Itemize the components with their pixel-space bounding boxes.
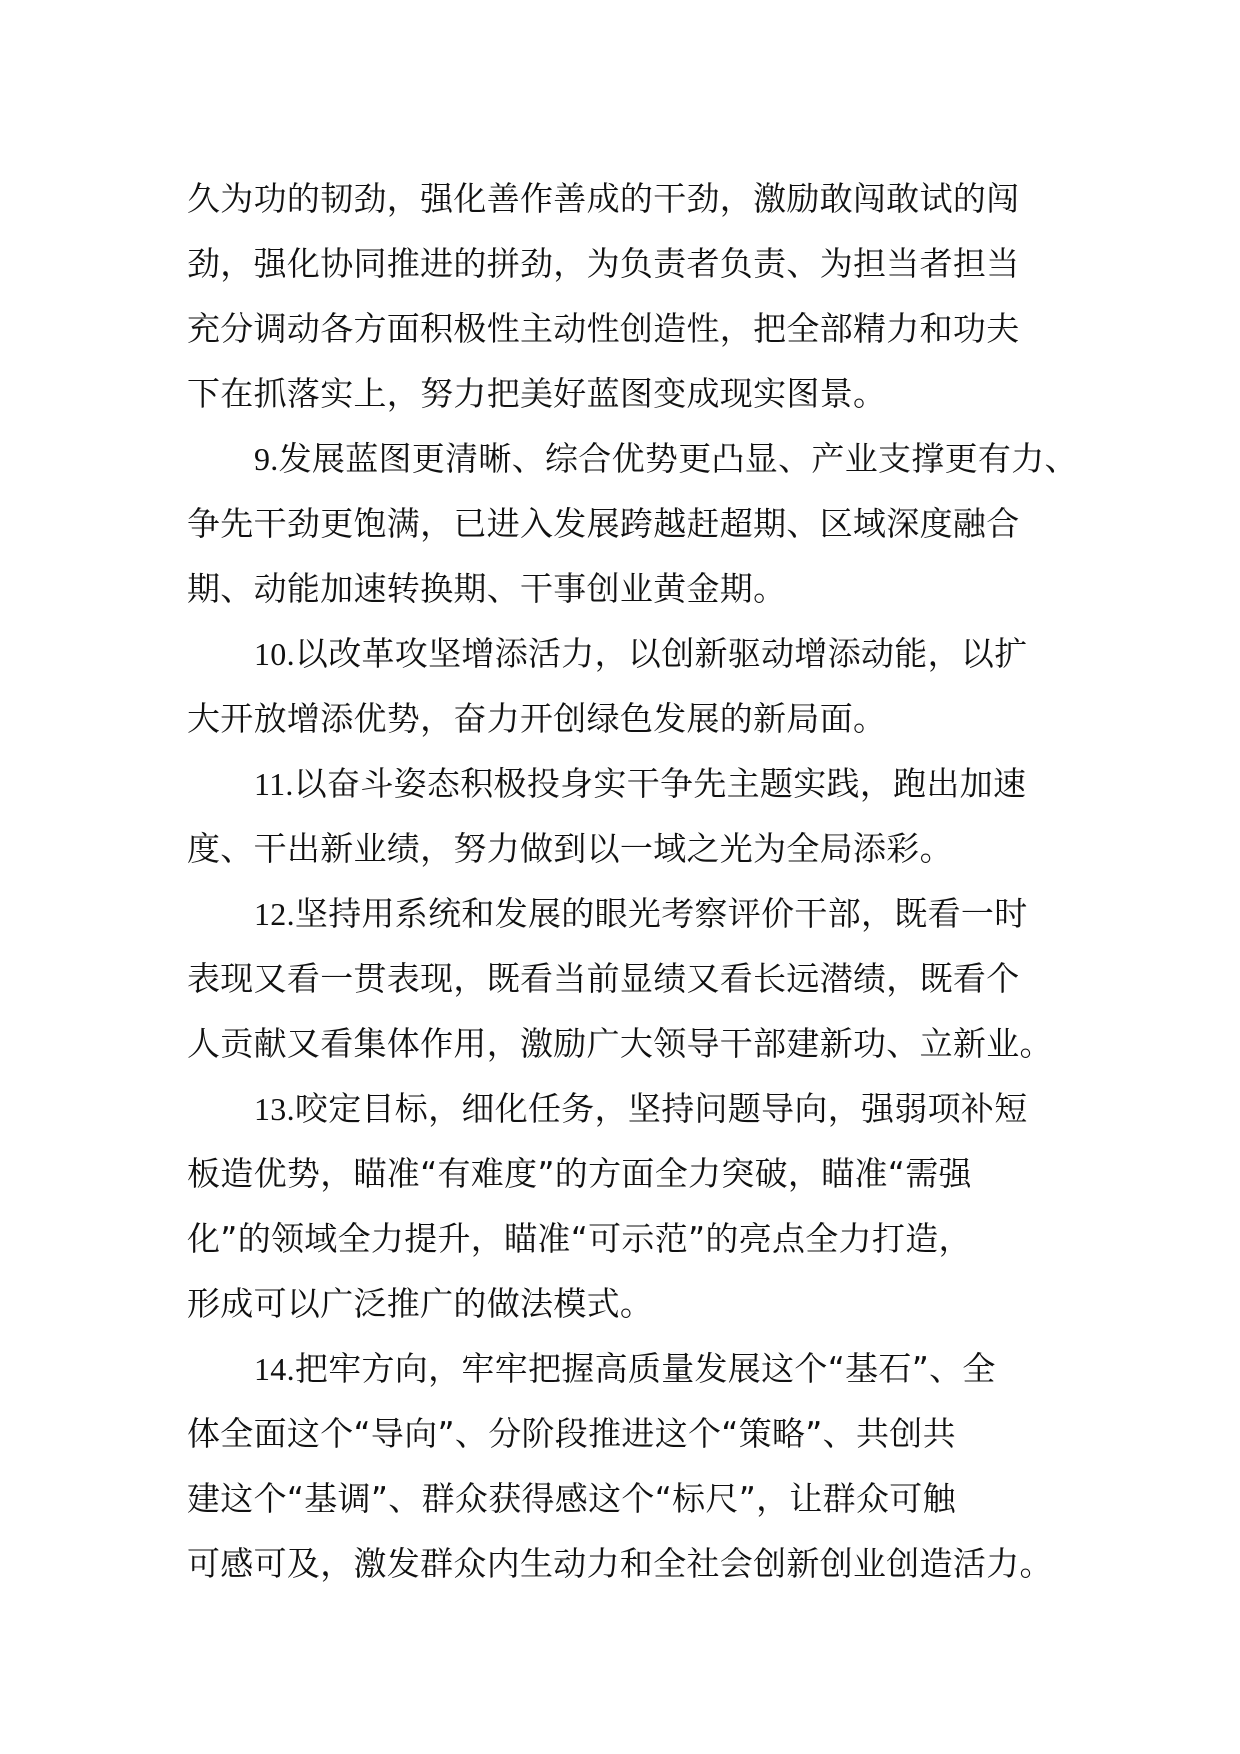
text-content: 坚持用系统和发展的眼光考察评价干部，既看一时 <box>294 894 1028 933</box>
item-number: 9. <box>254 441 279 477</box>
text-line: 劲，强化协同推进的拼劲，为负责者负责、为担当者担当 <box>187 244 1020 283</box>
item-number: 12. <box>254 896 295 932</box>
document-body <box>187 166 1078 1596</box>
text-line: 化”的领域全力提升，瞄准“可示范”的亮点全力打造， <box>187 1219 972 1258</box>
text-line: 度、干出新业绩，努力做到以一域之光为全局添彩。 <box>187 829 953 868</box>
paragraph-12-first-line <box>187 881 1067 946</box>
item-number: 11. <box>254 766 294 802</box>
paragraph-9-first-line <box>187 426 1078 491</box>
text-content: 发展蓝图更清晰、综合优势更凸显、产业支撑更有力、 <box>278 439 1078 478</box>
text-line: 充分调动各方面积极性主动性创造性，把全部精力和功夫 <box>187 309 1020 348</box>
text-line: 大开放增添优势，奋力开创绿色发展的新局面。 <box>187 699 887 738</box>
text-line: 表现又看一贯表现，既看当前显绩又看长远潜绩，既看个 <box>187 959 1020 998</box>
text-line: 形成可以广泛推广的做法模式。 <box>187 1284 654 1323</box>
text-line: 期、动能加速转换期、干事创业黄金期。 <box>187 569 787 608</box>
text-line: 可感可及，激发群众内生动力和全社会创新创业创造活力。 <box>187 1544 1053 1583</box>
text-line: 久为功的韧劲，强化善作善成的干劲，激励敢闯敢试的闯 <box>187 179 1020 218</box>
text-line: 体全面这个“导向”、分阶段推进这个“策略”、共创共 <box>187 1414 956 1453</box>
text-content: 咬定目标，细化任务，坚持问题导向，强弱项补短 <box>294 1089 1028 1128</box>
item-number: 10. <box>254 636 295 672</box>
paragraph-13-first-line <box>187 1076 1067 1141</box>
text-line: 板造优势，瞄准“有难度”的方面全力突破，瞄准“需强 <box>187 1154 972 1193</box>
item-number: 13. <box>254 1091 295 1127</box>
text-line: 人贡献又看集体作用，激励广大领导干部建新功、立新业。 <box>187 1024 1053 1063</box>
paragraph-10-first-line <box>187 621 1067 686</box>
text-content: 把牢方向，牢牢把握高质量发展这个“基石”、全 <box>294 1349 996 1388</box>
text-line: 争先干劲更饱满，已进入发展跨越赶超期、区域深度融合 <box>187 504 1020 543</box>
paragraph-14-first-line <box>187 1336 1067 1401</box>
item-number: 14. <box>254 1351 295 1387</box>
text-content: 以奋斗姿态积极投身实干争先主题实践，跑出加速 <box>293 764 1027 803</box>
text-line: 建这个“基调”、群众获得感这个“标尺”，让群众可触 <box>187 1479 956 1518</box>
paragraph-11-first-line <box>187 751 1067 816</box>
text-line: 下在抓落实上，努力把美好蓝图变成现实图景。 <box>187 374 887 413</box>
text-content: 以改革攻坚增添活力，以创新驱动增添动能，以扩 <box>294 634 1028 673</box>
